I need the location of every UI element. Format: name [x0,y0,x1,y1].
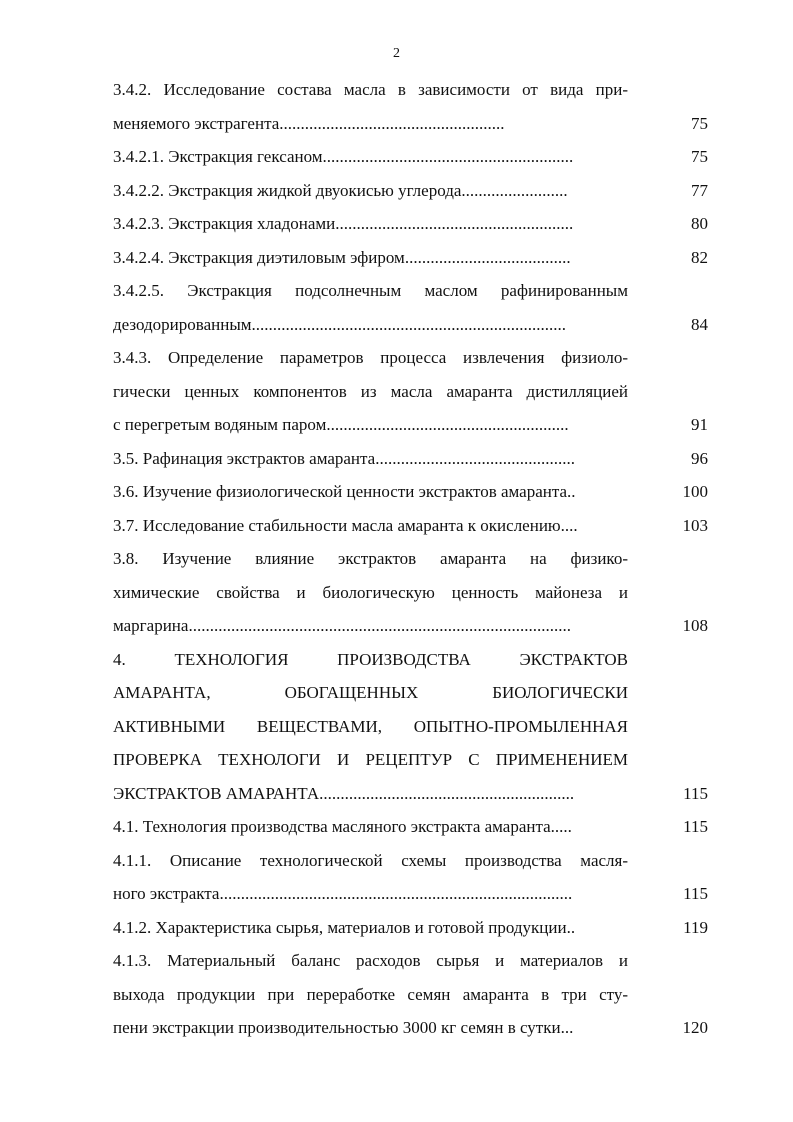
toc-entry-text: 3.4.2. Исследование состава масла в зависимости от вида при- [113,80,628,99]
toc-line [113,107,708,141]
toc-line [113,944,708,978]
toc-line [113,241,708,275]
toc-line [113,442,708,476]
toc-line [113,676,708,710]
toc-entry-text: АКТИВНЫМИ ВЕЩЕСТВАМИ, ОПЫТНО-ПРОМЫЛЕННАЯ [113,716,628,736]
toc-line [113,877,708,911]
toc-entry-text: 3.4.2.5. Экстракция подсолнечным маслом рафинированным [113,281,628,300]
toc-line [113,308,708,342]
toc-entry-text: дезодорированным.......................................................................... [113,314,566,334]
page-number: 2 [393,46,400,61]
toc-page-number: 120 [682,1018,708,1037]
toc-page-number: 119 [683,917,708,937]
toc-entry-text: гически ценных компонентов из масла амаранта дистилляцией [113,381,628,401]
toc-page-number: 75 [691,113,708,133]
toc-page-number: 80 [691,214,708,233]
toc-entry-text: АМАРАНТА, ОБОГАЩЕННЫХ БИОЛОГИЧЕСКИ [113,683,628,702]
toc-line [113,408,708,442]
toc-page-number: 103 [682,515,708,535]
toc-line [113,1011,708,1045]
toc-entry-text: выхода продукции при переработке семян амаранта в три сту- [113,984,628,1004]
toc-page-number: 115 [683,884,708,903]
toc-page-number: 77 [691,180,708,200]
toc-page-number: 100 [682,482,708,501]
toc-entry-text: 3.5. Рафинация экстрактов амаранта............................................... [113,448,575,468]
toc-page-number: 75 [691,147,708,166]
toc-line [113,844,708,878]
toc-line [113,274,708,308]
toc-line [113,542,708,576]
toc-entry-text: 4. ТЕХНОЛОГИЯ ПРОИЗВОДСТВА ЭКСТРАКТОВ [113,649,628,669]
toc-entry-text: химические свойства и биологическую ценность майонеза и [113,582,628,602]
toc-entry-text: 3.7. Исследование стабильности масла амаранта к окислению.... [113,515,578,535]
toc-entry-text: 3.4.2.1. Экстракция гексаном........................................................... [113,147,574,166]
toc-entry-text: 3.8. Изучение влияние экстрактов амаранта на физико- [113,549,628,568]
toc-line [113,73,708,107]
toc-entry-text: пени экстракции производительностью 3000 кг семян в сутки... [113,1018,574,1037]
toc-line [113,375,708,409]
toc-line [113,609,708,643]
toc-line [113,576,708,610]
toc-page-number: 84 [691,314,708,334]
toc-line [113,509,708,543]
toc-entry-text: ПРОВЕРКА ТЕХНОЛОГИ И РЕЦЕПТУР С ПРИМЕНЕНИЕМ [113,750,628,769]
toc-line [113,710,708,744]
toc-entry-text: ного экстракта................................................................................... [113,884,573,903]
toc-line [113,475,708,509]
toc-line [113,911,708,945]
toc-page-number: 82 [691,247,708,267]
toc-entry-text: 3.4.3. Определение параметров процесса извлечения физиоло- [113,348,628,367]
toc-line [113,743,708,777]
toc-page-number: 91 [691,415,708,434]
toc-page-number: 115 [683,817,708,836]
toc-page-number: 96 [691,448,708,468]
toc-entry-text: 4.1.1. Описание технологической схемы производства масля- [113,850,628,870]
toc-page-number: 115 [683,783,708,803]
toc-entry-text: ЭКСТРАКТОВ АМАРАНТА............................................................ [113,783,575,803]
toc-line [113,978,708,1012]
toc-line [113,643,708,677]
toc-line [113,140,708,174]
toc-entry-text: 4.1.3. Материальный баланс расходов сырья и материалов и [113,951,628,970]
toc-entry-text: 3.6. Изучение физиологической ценности экстрактов амаранта.. [113,482,576,501]
toc-entry-text: 3.4.2.3. Экстракция хладонами........................................................ [113,214,574,233]
toc-entry-text: маргарина.......................................................................................... [113,616,571,635]
toc-line [113,174,708,208]
toc-line [113,810,708,844]
toc-line [113,207,708,241]
toc-entry-text: с перегретым водяным паром......................................................... [113,415,569,434]
toc-entry-text: 3.4.2.2. Экстракция жидкой двуокисью углерода......................... [113,180,568,200]
toc-line [113,341,708,375]
toc-entry-text: 4.1. Технология производства масляного экстракта амаранта..... [113,817,572,836]
toc-entry-text: 3.4.2.4. Экстракция диэтиловым эфиром....................................... [113,247,571,267]
toc-entry-text: меняемого экстрагента..................................................... [113,113,505,133]
toc-entry-text: 4.1.2. Характеристика сырья, материалов и готовой продукции.. [113,917,576,937]
toc-line [113,777,708,811]
toc-page-number: 108 [682,616,708,635]
table-of-contents [113,73,708,1045]
